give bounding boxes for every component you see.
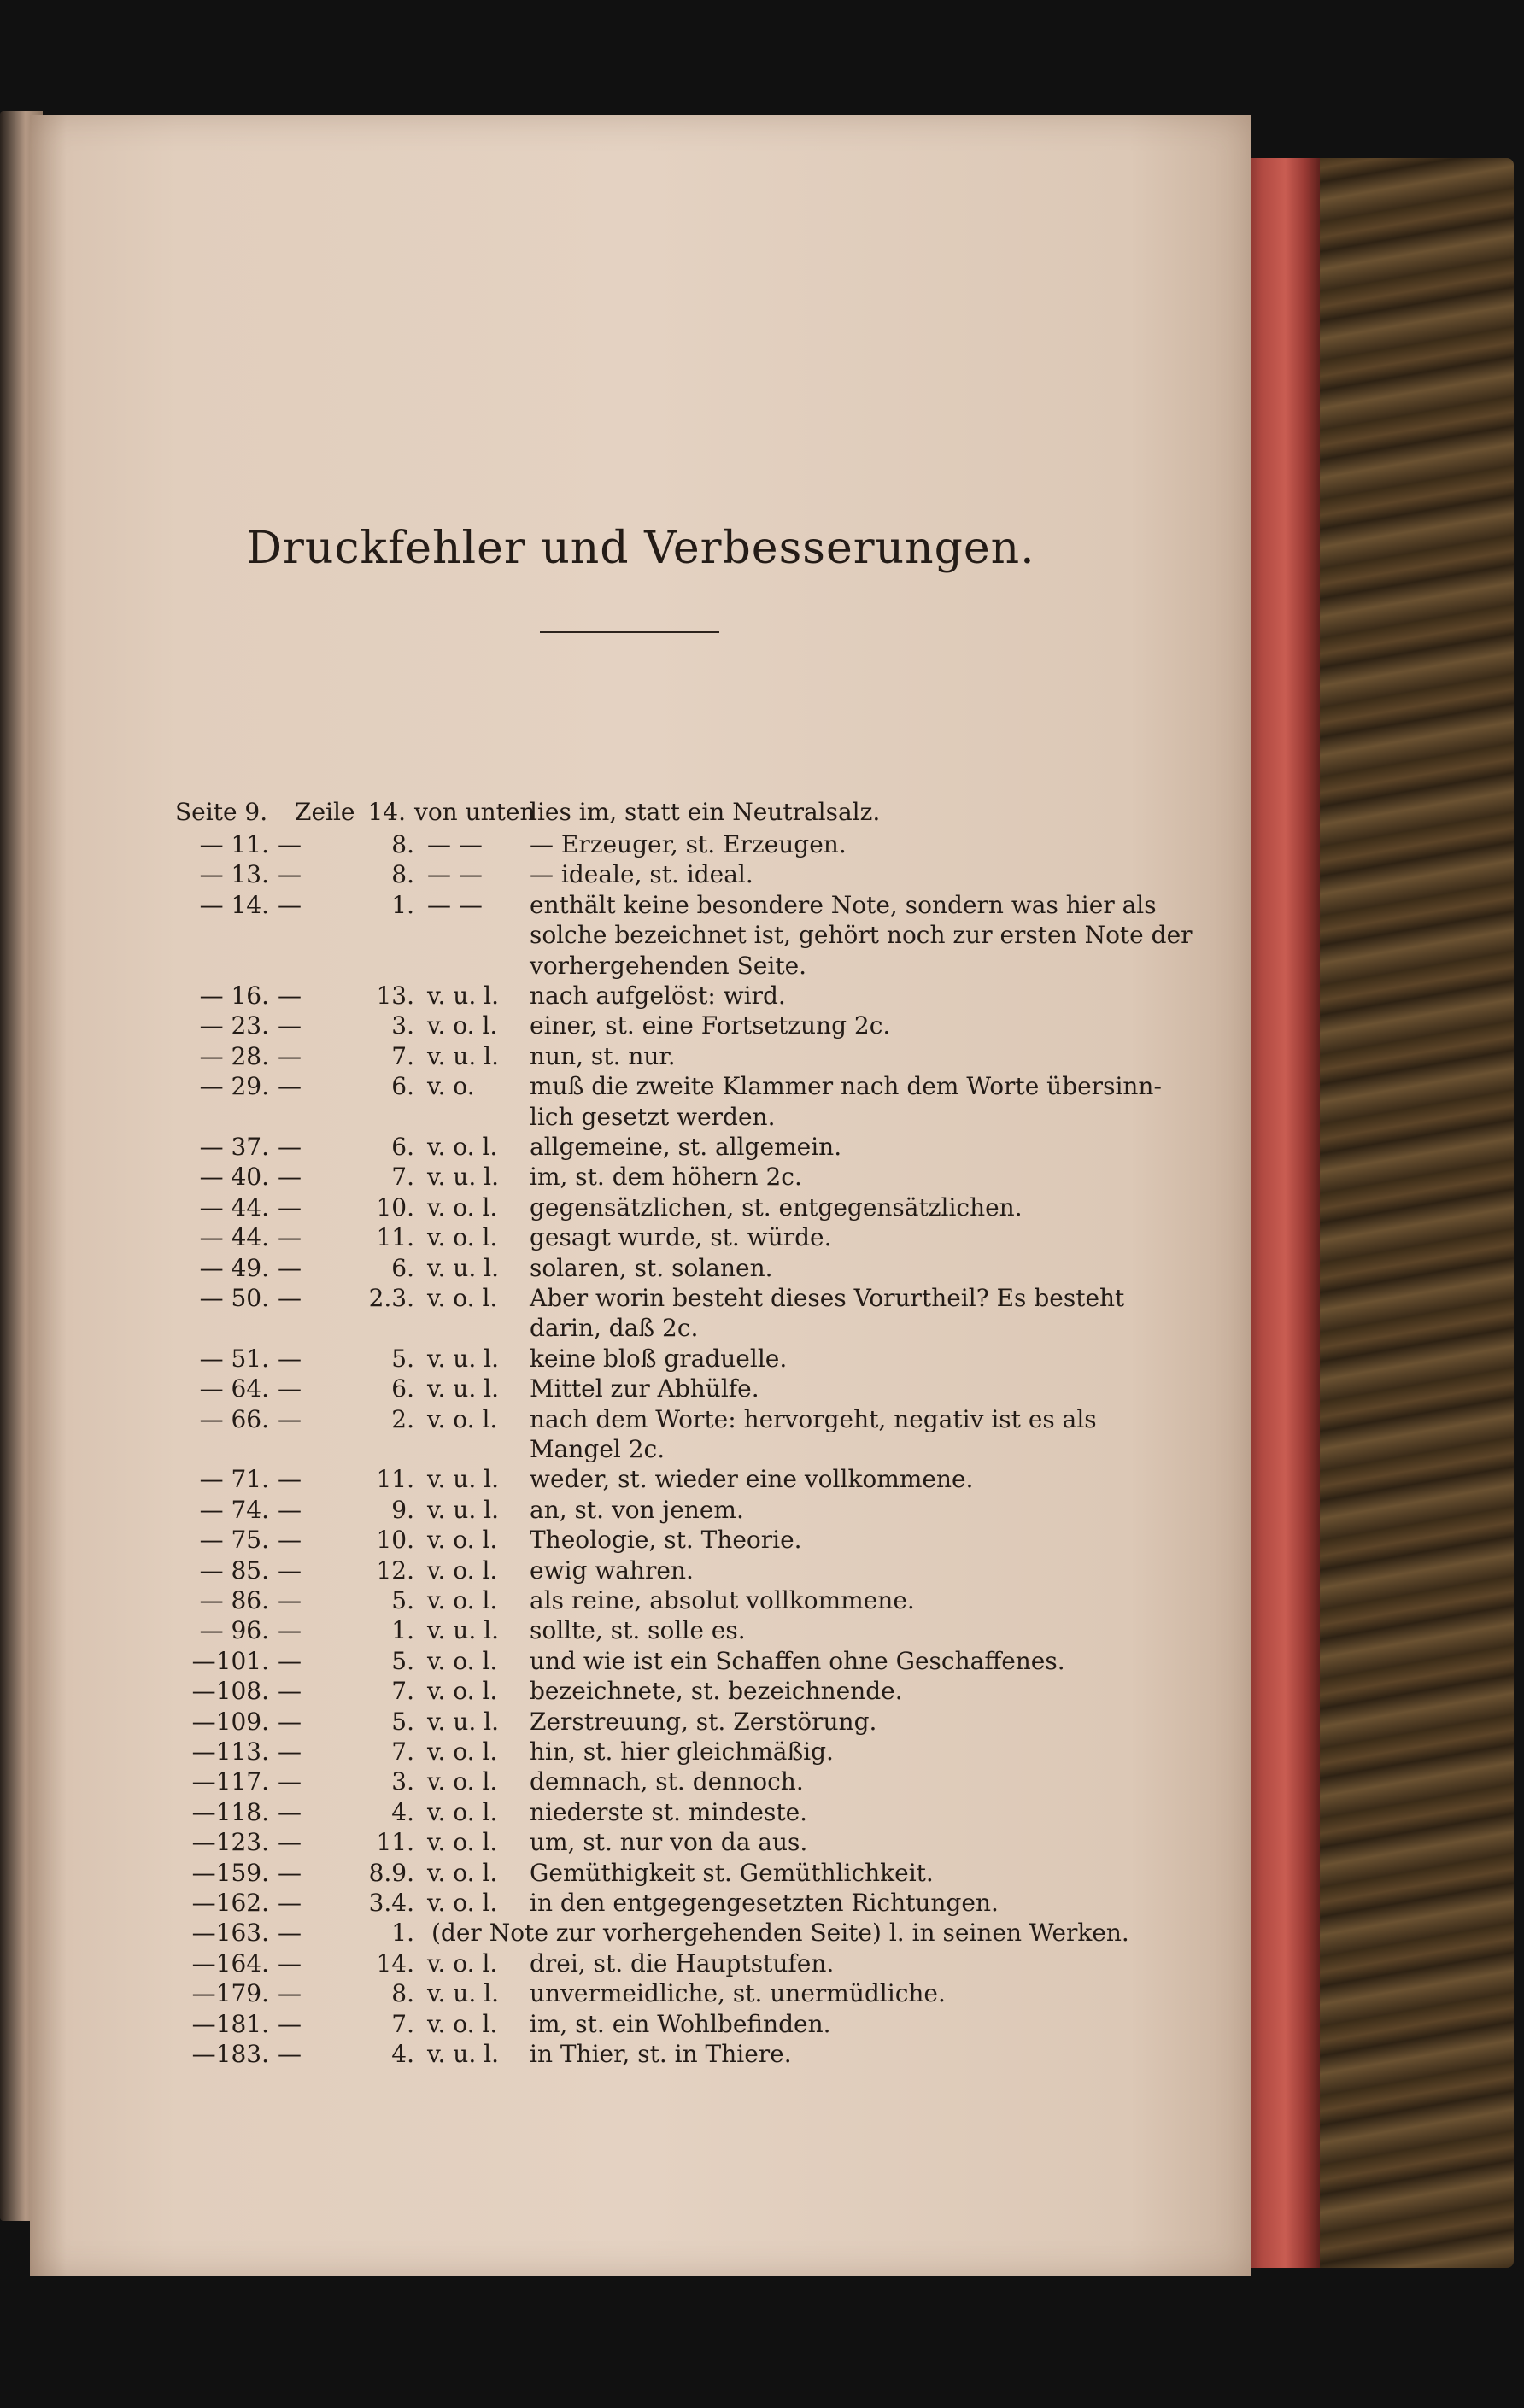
page-number: —113. xyxy=(191,1737,269,1766)
line-number: 7. xyxy=(391,2010,414,2038)
ditto-dash: — xyxy=(278,1828,302,1856)
direction: — — xyxy=(427,860,483,888)
page-number: —183. xyxy=(191,2040,269,2068)
errata-row xyxy=(30,1283,1251,1314)
errata-row xyxy=(30,1737,1251,1767)
errata-row xyxy=(30,1766,1251,1797)
correction-text: gegensätzlichen, st. entgegensätzlichen. xyxy=(530,1193,1023,1222)
errata-row xyxy=(30,1707,1251,1737)
page-number: —163. xyxy=(191,1919,269,1947)
direction: v. u. l. xyxy=(427,2040,499,2068)
correction-text: lies im, statt ein Neutralsalz. xyxy=(530,798,881,826)
correction-text: lich gesetzt werden. xyxy=(530,1103,776,1131)
errata-row xyxy=(30,1556,1251,1586)
line-number: 6. xyxy=(391,1133,414,1161)
direction: v. o. l. xyxy=(427,1949,498,1977)
page-number: — 50. xyxy=(199,1284,269,1312)
direction: v. o. l. xyxy=(427,1133,498,1161)
line-number: 8. xyxy=(391,1979,414,2007)
line-number: 3.4. xyxy=(368,1889,414,1917)
book-cover xyxy=(1290,158,1514,2268)
direction: v. o. l. xyxy=(427,1586,498,1614)
correction-text: niederste st. mindeste. xyxy=(530,1798,808,1826)
correction-text: unvermeidliche, st. unermüdliche. xyxy=(530,1979,946,2007)
errata-row xyxy=(30,1525,1251,1556)
errata-row xyxy=(30,1918,1251,1948)
ditto-dash: — xyxy=(278,1405,302,1433)
line-number: 3. xyxy=(391,1767,414,1796)
correction-text: nun, st. nur. xyxy=(530,1042,676,1070)
correction-text: in den entgegengesetzten Richtungen. xyxy=(530,1889,999,1917)
direction: v. u. l. xyxy=(427,1345,499,1373)
correction-text: in Thier, st. in Thiere. xyxy=(530,2040,792,2068)
ditto-dash: — xyxy=(278,1708,302,1736)
direction: v. o. l. xyxy=(427,1556,498,1585)
page-number: —179. xyxy=(191,1979,269,2007)
page-number: — 37. xyxy=(199,1133,269,1161)
direction: v. o. l. xyxy=(427,1647,498,1675)
errata-row xyxy=(30,1011,1251,1041)
ditto-dash: — xyxy=(278,1949,302,1977)
direction: v. o. l. xyxy=(427,1526,498,1554)
line-number: 8. xyxy=(391,830,414,858)
errata-continuation-row xyxy=(30,951,1251,981)
page-number: —123. xyxy=(191,1828,269,1856)
errata-row xyxy=(30,1222,1251,1253)
ditto-dash: — xyxy=(278,1889,302,1917)
page-number: —164. xyxy=(191,1949,269,1977)
direction: v. o. l. xyxy=(427,1011,498,1040)
line-number: 10. xyxy=(376,1526,414,1554)
line-number: 11. xyxy=(376,1828,414,1856)
line-number: 8.9. xyxy=(368,1859,414,1887)
line-number: 7. xyxy=(391,1737,414,1766)
correction-text: Mangel 2c. xyxy=(530,1435,665,1463)
ditto-dash: — xyxy=(278,1011,302,1040)
ditto-dash: — xyxy=(278,1042,302,1070)
ditto-dash: — xyxy=(278,1737,302,1766)
line-number: 5. xyxy=(391,1586,414,1614)
errata-row xyxy=(30,1827,1251,1858)
page-number: —181. xyxy=(191,2010,269,2038)
correction-text: sollte, st. solle es. xyxy=(530,1616,746,1644)
page-number: — 75. xyxy=(199,1526,269,1554)
ditto-dash: — xyxy=(278,1374,302,1403)
line-number: 7. xyxy=(391,1163,414,1191)
direction: v. o. l. xyxy=(427,1889,498,1917)
correction-text: um, st. nur von da aus. xyxy=(530,1828,808,1856)
ditto-dash: — xyxy=(278,1465,302,1493)
ditto-dash: — xyxy=(278,1072,302,1100)
ditto-dash: — xyxy=(278,1767,302,1796)
correction-text: (der Note zur vorhergehenden Seite) l. in seinen Werken. xyxy=(431,1919,1129,1947)
ditto-dash: — xyxy=(278,2040,302,2068)
errata-continuation-row xyxy=(30,1313,1251,1344)
correction-text: muß die zweite Klammer nach dem Worte übersinn- xyxy=(530,1072,1162,1100)
errata-row xyxy=(30,1404,1251,1435)
direction: von unten xyxy=(414,798,536,826)
direction: — — xyxy=(427,830,483,858)
ditto-dash: — xyxy=(278,891,302,919)
ditto-dash: — xyxy=(278,1133,302,1161)
direction: v. u. l. xyxy=(427,981,499,1010)
page-number: — 14. xyxy=(199,891,269,919)
page-number: —162. xyxy=(191,1889,269,1917)
correction-text: im, st. ein Wohlbefinden. xyxy=(530,2010,831,2038)
errata-row xyxy=(30,859,1251,890)
correction-text: als reine, absolut vollkommene. xyxy=(530,1586,915,1614)
errata-row xyxy=(30,1676,1251,1707)
line-number: 10. xyxy=(376,1193,414,1222)
errata-row xyxy=(30,1495,1251,1526)
errata-row xyxy=(30,981,1251,1011)
direction: v. o. l. xyxy=(427,1284,498,1312)
errata-row xyxy=(30,2039,1251,2070)
correction-text: gesagt wurde, st. würde. xyxy=(530,1223,832,1251)
line-number: 12. xyxy=(376,1556,414,1585)
ditto-dash: — xyxy=(278,1526,302,1554)
direction: v. o. xyxy=(427,1072,475,1100)
page-number: — 85. xyxy=(199,1556,269,1585)
errata-row xyxy=(30,1615,1251,1646)
ditto-dash: — xyxy=(278,1345,302,1373)
line-number: 5. xyxy=(391,1345,414,1373)
errata-row xyxy=(30,1646,1251,1677)
line-number: 1. xyxy=(391,1919,414,1947)
line-number: 5. xyxy=(391,1647,414,1675)
correction-text: ewig wahren. xyxy=(530,1556,694,1585)
ditto-dash: — xyxy=(278,1677,302,1705)
ditto-dash: — xyxy=(278,1163,302,1191)
direction: v. u. l. xyxy=(427,1496,499,1524)
correction-text: Gemüthigkeit st. Gemüthlichkeit. xyxy=(530,1859,934,1887)
errata-row xyxy=(30,1192,1251,1223)
errata-row xyxy=(30,1888,1251,1919)
line-number: 11. xyxy=(376,1223,414,1251)
correction-text: nach aufgelöst: wird. xyxy=(530,981,786,1010)
ditto-dash: — xyxy=(278,1193,302,1222)
correction-text: einer, st. eine Fortsetzung 2c. xyxy=(530,1011,891,1040)
page-number: — 29. xyxy=(199,1072,269,1100)
page-number: — 44. xyxy=(199,1193,269,1222)
page-number: — 74. xyxy=(199,1496,269,1524)
direction: v. o. l. xyxy=(427,1193,498,1222)
line-number: 14. xyxy=(376,1949,414,1977)
line-number: 1. xyxy=(391,891,414,919)
page-number: — 86. xyxy=(199,1586,269,1614)
page-number: — 13. xyxy=(199,860,269,888)
page-number: — 40. xyxy=(199,1163,269,1191)
direction: v. u. l. xyxy=(427,1042,499,1070)
direction: v. u. l. xyxy=(427,1163,499,1191)
correction-text: im, st. dem höhern 2c. xyxy=(530,1163,802,1191)
correction-text: keine bloß graduelle. xyxy=(530,1345,788,1373)
direction: v. u. l. xyxy=(427,1254,499,1282)
page-number: — 96. xyxy=(199,1616,269,1644)
errata-row xyxy=(30,1162,1251,1192)
line-number: 13. xyxy=(376,981,414,1010)
errata-continuation-row xyxy=(30,920,1251,951)
errata-row xyxy=(30,1585,1251,1616)
page-title: Druckfehler und Verbesserungen. xyxy=(246,523,1035,574)
correction-text: vorhergehenden Seite. xyxy=(530,952,807,980)
correction-text: darin, daß 2c. xyxy=(530,1314,699,1342)
correction-text: an, st. von jenem. xyxy=(530,1496,744,1524)
correction-text: weder, st. wieder eine vollkommene. xyxy=(530,1465,974,1493)
errata-list xyxy=(30,115,1251,2276)
correction-text: hin, st. hier gleichmäßig. xyxy=(530,1737,834,1766)
line-number: 6. xyxy=(391,1254,414,1282)
errata-row xyxy=(30,1797,1251,1828)
errata-row xyxy=(30,2009,1251,2040)
line-number: 7. xyxy=(391,1042,414,1070)
book-page xyxy=(30,115,1251,2276)
direction: v. o. l. xyxy=(427,1677,498,1705)
line-number: 9. xyxy=(391,1496,414,1524)
direction: v. o. l. xyxy=(427,1828,498,1856)
ditto-dash: — xyxy=(278,860,302,888)
line-number: 11. xyxy=(376,1465,414,1493)
ditto-dash: — xyxy=(278,1254,302,1282)
line-number: 4. xyxy=(391,1798,414,1826)
errata-row xyxy=(30,1464,1251,1495)
ditto-dash: — xyxy=(278,1647,302,1675)
page-label: Seite 9. xyxy=(175,798,268,826)
correction-text: demnach, st. dennoch. xyxy=(530,1767,804,1796)
ditto-dash: — xyxy=(278,2010,302,2038)
ditto-dash: — xyxy=(278,1556,302,1585)
red-page-edge xyxy=(1243,158,1320,2268)
direction: — — xyxy=(427,891,483,919)
direction: v. o. l. xyxy=(427,1767,498,1796)
ditto-dash: — xyxy=(278,1919,302,1947)
correction-text: Aber worin besteht dieses Vorurtheil? Es besteht xyxy=(530,1284,1125,1312)
direction: v. o. l. xyxy=(427,2010,498,2038)
direction: v. o. l. xyxy=(427,1405,498,1433)
direction: v. u. l. xyxy=(427,1616,499,1644)
page-number: — 66. xyxy=(199,1405,269,1433)
errata-continuation-row xyxy=(30,1102,1251,1133)
errata-row xyxy=(30,890,1251,921)
line-number: 14. xyxy=(367,798,406,826)
page-number: —109. xyxy=(191,1708,269,1736)
line-number: 3. xyxy=(391,1011,414,1040)
page-number: —117. xyxy=(191,1767,269,1796)
correction-text: solche bezeichnet ist, gehört noch zur ersten Note der xyxy=(530,921,1193,949)
direction: v. u. l. xyxy=(427,1374,499,1403)
line-number: 4. xyxy=(391,2040,414,2068)
correction-text: allgemeine, st. allgemein. xyxy=(530,1133,842,1161)
ditto-dash: — xyxy=(278,1616,302,1644)
correction-text: nach dem Worte: hervorgeht, negativ ist es als xyxy=(530,1405,1097,1433)
correction-text: bezeichnete, st. bezeichnende. xyxy=(530,1677,903,1705)
errata-row xyxy=(30,1344,1251,1374)
line-number: 5. xyxy=(391,1708,414,1736)
line-number: 6. xyxy=(391,1374,414,1403)
errata-row xyxy=(30,1858,1251,1889)
ditto-dash: — xyxy=(278,1586,302,1614)
correction-text: — ideale, st. ideal. xyxy=(530,860,753,888)
page-number: — 49. xyxy=(199,1254,269,1282)
correction-text: — Erzeuger, st. Erzeugen. xyxy=(530,830,847,858)
ditto-dash: — xyxy=(278,1859,302,1887)
ditto-dash: — xyxy=(278,1798,302,1826)
direction: v. o. l. xyxy=(427,1859,498,1887)
ditto-dash: — xyxy=(278,1979,302,2007)
errata-row xyxy=(30,1374,1251,1404)
line-number: 2.3. xyxy=(368,1284,414,1312)
correction-text: drei, st. die Hauptstufen. xyxy=(530,1949,835,1977)
direction: v. o. l. xyxy=(427,1798,498,1826)
ditto-dash: — xyxy=(278,981,302,1010)
ditto-dash: — xyxy=(278,830,302,858)
correction-text: Theologie, st. Theorie. xyxy=(530,1526,802,1554)
errata-continuation-row xyxy=(30,1434,1251,1465)
errata-row xyxy=(30,1132,1251,1163)
page-number: — 71. xyxy=(199,1465,269,1493)
correction-text: Zerstreuung, st. Zerstörung. xyxy=(530,1708,877,1736)
page-number: — 11. xyxy=(199,830,269,858)
ditto-dash: — xyxy=(278,1284,302,1312)
page-number: —159. xyxy=(191,1859,269,1887)
direction: v. o. l. xyxy=(427,1223,498,1251)
ditto-dash: — xyxy=(278,1223,302,1251)
errata-row xyxy=(30,1071,1251,1102)
line-number: 7. xyxy=(391,1677,414,1705)
page-number: — 51. xyxy=(199,1345,269,1373)
direction: v. o. l. xyxy=(427,1737,498,1766)
page-number: — 16. xyxy=(199,981,269,1010)
direction: v. u. l. xyxy=(427,1465,499,1493)
line-number: 1. xyxy=(391,1616,414,1644)
page-number: —118. xyxy=(191,1798,269,1826)
page-number: — 64. xyxy=(199,1374,269,1403)
errata-row xyxy=(30,1948,1251,1979)
correction-text: Mittel zur Abhülfe. xyxy=(530,1374,759,1403)
direction: v. u. l. xyxy=(427,1708,499,1736)
errata-row xyxy=(30,829,1251,860)
correction-text: enthält keine besondere Note, sondern was hier als xyxy=(530,891,1157,919)
line-number: 8. xyxy=(391,860,414,888)
direction: v. u. l. xyxy=(427,1979,499,2007)
page-number: — 28. xyxy=(199,1042,269,1070)
correction-text: solaren, st. solanen. xyxy=(530,1254,773,1282)
errata-row xyxy=(30,1041,1251,1072)
line-number: 6. xyxy=(391,1072,414,1100)
page-number: — 44. xyxy=(199,1223,269,1251)
errata-row xyxy=(30,797,1251,828)
line-number: 2. xyxy=(391,1405,414,1433)
errata-row xyxy=(30,1253,1251,1284)
page-number: —101. xyxy=(191,1647,269,1675)
errata-row xyxy=(30,1978,1251,2009)
ditto-dash: — xyxy=(278,1496,302,1524)
correction-text: und wie ist ein Schaffen ohne Geschaffenes. xyxy=(530,1647,1065,1675)
zeile-label: Zeile xyxy=(295,798,355,826)
page-number: —108. xyxy=(191,1677,269,1705)
page-number: — 23. xyxy=(199,1011,269,1040)
